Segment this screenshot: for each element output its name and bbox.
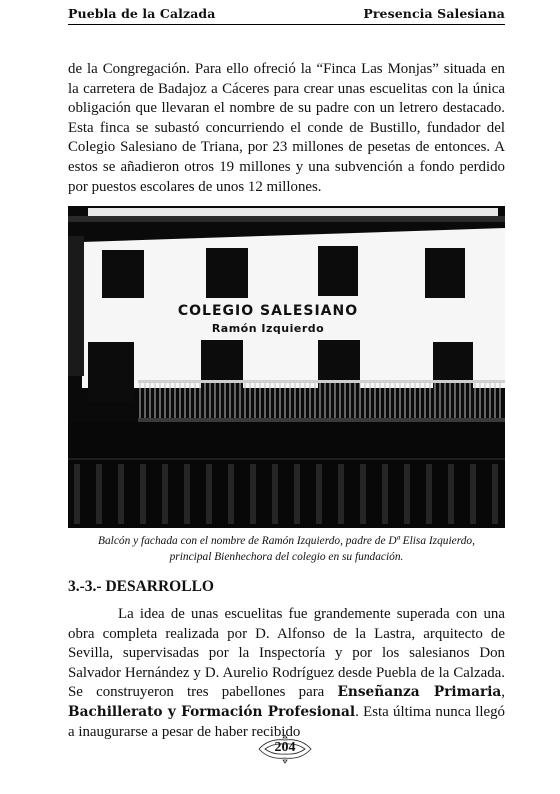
page-number: 204 [274, 740, 296, 755]
section-heading: 3.-3.- DESARROLLO [68, 578, 214, 595]
caption-line-2: principal Bienhechora del colegio en su fundación. [169, 551, 404, 563]
paragraph-text-end: . Esta última nunca llegó a inaugurarse a pesar de haber recibido [68, 703, 505, 740]
bold-bachillerato-fp: Bachillerato y Formación Profesional [68, 703, 356, 720]
paragraph-text-start: La idea de unas escuelitas fue grandemente superada con una obra completa realizada por D. Alfonso de la Lastra, arquitecto de Sevilla, supervisadas por la Inspectoría y por los salesianos Don Salvador Hernández y D. Aurelio Rodríguez desde Puebla de la Calzada. Se construyeron tres pabellones para [68, 606, 505, 701]
page-number-ornament [255, 734, 315, 764]
header-rule [68, 24, 505, 25]
sign-text-line2: Ramón Izquierdo [211, 322, 325, 335]
caption-line-1: Balcón y fachada con el nombre de Ramón Izquierdo, padre de Dª Elisa Izquierdo, [98, 535, 475, 547]
photo-caption [68, 533, 505, 565]
sign-text-line1: COLEGIO SALESIANO [177, 303, 359, 319]
header-chapter-title: Presencia Salesiana [363, 6, 505, 21]
bold-primary-education: Enseñanza Primaria [337, 684, 502, 701]
facade-photo [68, 206, 505, 528]
paragraph-intro: de la Congregación. Para ello ofreció la “Finca Las Monjas” situada en la carretera de Badajoz a Cáceres para crear unas escuelitas con la única obligación que llevaran el nombre de su padre con un letrero destacado. Esta finca se subastó concurriendo el conde de Bustillo, fundador del Colegio Salesiano de Triana, por 23 millones de pesetas de entonces. A estos se añadieron otros 19 millones y una subvención a fondo perdido por puestos escolares de unos 12 millones. [68, 61, 505, 195]
paragraph-development [68, 605, 505, 742]
header-book-title: Puebla de la Calzada [68, 6, 216, 21]
paragraph-separator: , [501, 684, 505, 701]
